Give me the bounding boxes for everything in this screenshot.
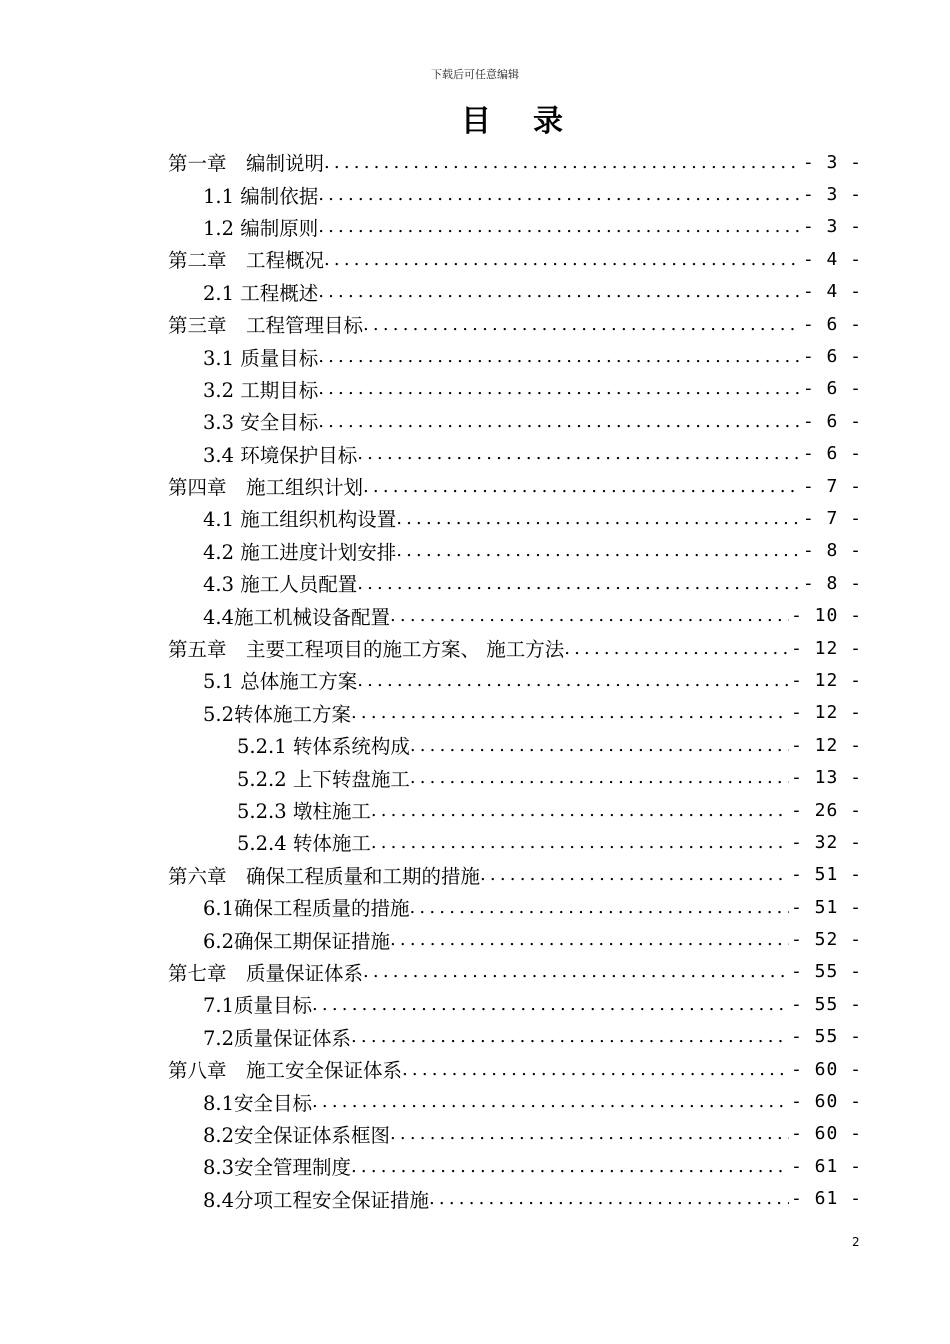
- toc-entry-label: 8.4分项工程安全保证措施: [203, 1188, 430, 1212]
- toc-entry-page: - 60 -: [790, 1091, 862, 1113]
- toc-dot-leader: [390, 605, 789, 626]
- toc-dot-leader: [318, 216, 801, 237]
- toc-entry-page: - 8 -: [802, 540, 862, 562]
- toc-entry-page: - 6 -: [802, 313, 862, 335]
- toc-dot-leader: [371, 832, 789, 853]
- toc-entry-page: - 55 -: [790, 961, 862, 983]
- toc-entry[interactable]: [0, 1085, 862, 1117]
- toc-dot-leader: [312, 994, 789, 1015]
- toc-dot-leader: [357, 670, 789, 691]
- toc-entry-page: - 61 -: [790, 1188, 862, 1210]
- toc-dot-leader: [363, 961, 789, 982]
- toc-entry-page: - 55 -: [790, 993, 862, 1015]
- toc-entry-label: 3.3 安全目标: [203, 411, 319, 435]
- toc-entry-label: 5.2.2 上下转盘施工: [237, 767, 410, 791]
- toc-entry[interactable]: [0, 1053, 862, 1085]
- toc-dot-leader: [390, 929, 789, 950]
- toc-entry-label: 8.1安全目标: [203, 1091, 313, 1115]
- toc-entry[interactable]: [0, 697, 862, 729]
- toc-entry-label: 第一章 编制说明: [168, 152, 325, 176]
- toc-dot-leader: [429, 1188, 789, 1209]
- toc-entry-page: - 26 -: [790, 799, 862, 821]
- toc-dot-leader: [318, 184, 801, 205]
- toc-entry[interactable]: [0, 761, 862, 793]
- toc-entry[interactable]: [0, 794, 862, 826]
- toc-entry-label: 8.2安全保证体系框图: [203, 1123, 391, 1147]
- toc-dot-leader: [318, 346, 801, 367]
- toc-entry-page: - 13 -: [790, 767, 862, 789]
- toc-entry[interactable]: [0, 632, 862, 664]
- toc-entry[interactable]: [0, 956, 862, 988]
- toc-entry-label: 第三章 工程管理目标: [168, 314, 364, 338]
- toc-entry-label: 2.1 工程概述: [203, 281, 319, 305]
- header-note: 下载后可任意编辑: [431, 68, 519, 81]
- toc-dot-leader: [318, 281, 801, 302]
- toc-dot-leader: [357, 573, 801, 594]
- toc-dot-leader: [363, 314, 801, 335]
- toc-entry-label: 6.2确保工期保证措施: [203, 929, 391, 953]
- toc-entry-label: 5.1 总体施工方案: [203, 670, 358, 694]
- toc-entry[interactable]: [0, 276, 862, 308]
- page-number: 2: [852, 1235, 860, 1249]
- toc-entry-label: 5.2.4 转体施工: [237, 832, 371, 856]
- toc-entry-page: - 3 -: [802, 216, 862, 238]
- toc-entry-label: 6.1确保工程质量的措施: [203, 897, 410, 921]
- toc-entry[interactable]: [0, 502, 862, 534]
- toc-entry[interactable]: [0, 599, 862, 631]
- toc-entry[interactable]: [0, 1183, 862, 1215]
- toc-entry[interactable]: [0, 308, 862, 340]
- toc-entry[interactable]: [0, 470, 862, 502]
- toc-entry-page: - 6 -: [802, 346, 862, 368]
- toc-entry-page: - 12 -: [790, 702, 862, 724]
- toc-entry-page: - 4 -: [802, 281, 862, 303]
- toc-entry-page: - 7 -: [802, 475, 862, 497]
- toc-entry[interactable]: [0, 923, 862, 955]
- toc-entry-label: 4.2 施工进度计划安排: [203, 540, 397, 564]
- toc-entry[interactable]: [0, 1021, 862, 1053]
- toc-dot-leader: [371, 800, 789, 821]
- toc-entry-label: 7.2质量保证体系: [203, 1026, 352, 1050]
- toc-entry[interactable]: [0, 859, 862, 891]
- toc-entry-label: 8.3安全管理制度: [203, 1156, 352, 1180]
- toc-entry-label: 7.1质量目标: [203, 994, 313, 1018]
- toc-entry-label: 第四章 施工组织计划: [168, 476, 364, 500]
- toc-entry-page: - 7 -: [802, 507, 862, 529]
- toc-entry-page: - 8 -: [802, 572, 862, 594]
- toc-entry-page: - 60 -: [790, 1123, 862, 1145]
- toc-entry[interactable]: [0, 826, 862, 858]
- toc-dot-leader: [410, 735, 789, 756]
- toc-entry[interactable]: [0, 535, 862, 567]
- toc-dot-leader: [410, 767, 789, 788]
- toc-entry-page: - 6 -: [802, 443, 862, 465]
- toc-dot-leader: [363, 476, 801, 497]
- table-of-contents: [0, 146, 950, 1215]
- toc-dot-leader: [312, 1091, 789, 1112]
- toc-entry-label: 5.2.3 墩柱施工: [237, 800, 371, 823]
- toc-entry-page: - 55 -: [790, 1026, 862, 1048]
- toc-dot-leader: [480, 864, 789, 885]
- toc-entry-page: - 52 -: [790, 929, 862, 951]
- toc-dot-leader: [351, 1156, 789, 1177]
- toc-entry[interactable]: [0, 405, 862, 437]
- toc-title: 目录: [461, 104, 605, 139]
- toc-entry-page: - 6 -: [802, 378, 862, 400]
- toc-entry[interactable]: [0, 567, 862, 599]
- toc-entry[interactable]: [0, 178, 862, 210]
- toc-entry-label: 3.4 环境保护目标: [203, 443, 358, 467]
- toc-entry[interactable]: [0, 438, 862, 470]
- toc-entry-page: - 4 -: [802, 248, 862, 270]
- toc-entry-page: - 10 -: [790, 605, 862, 627]
- toc-entry[interactable]: [0, 988, 862, 1020]
- toc-entry-label: 1.2 编制原则: [203, 216, 319, 240]
- toc-dot-leader: [402, 1059, 789, 1080]
- toc-entry-page: - 32 -: [790, 831, 862, 853]
- toc-entry-label: 5.2转体施工方案: [203, 702, 352, 726]
- toc-entry-page: - 61 -: [790, 1155, 862, 1177]
- toc-entry[interactable]: [0, 664, 862, 696]
- toc-entry[interactable]: [0, 729, 862, 761]
- toc-entry-label: 4.3 施工人员配置: [203, 573, 358, 597]
- toc-entry-page: - 60 -: [790, 1058, 862, 1080]
- toc-entry[interactable]: [0, 340, 862, 372]
- toc-entry-page: - 3 -: [802, 151, 862, 173]
- toc-entry-page: - 51 -: [790, 864, 862, 886]
- toc-entry-label: 4.4施工机械设备配置: [203, 605, 391, 629]
- toc-entry-label: 第七章 质量保证体系: [168, 961, 364, 985]
- toc-entry-label: 第八章 施工安全保证体系: [168, 1059, 403, 1083]
- toc-dot-leader: [396, 540, 801, 561]
- toc-entry-label: 第二章 工程概况: [168, 249, 325, 273]
- toc-entry-page: - 12 -: [790, 734, 862, 756]
- toc-entry[interactable]: [0, 211, 862, 243]
- toc-dot-leader: [390, 1123, 789, 1144]
- toc-dot-leader: [564, 638, 789, 659]
- toc-dot-leader: [318, 378, 801, 399]
- toc-dot-leader: [396, 508, 801, 529]
- toc-entry-label: 3.1 质量目标: [203, 346, 319, 370]
- toc-entry-page: - 3 -: [802, 184, 862, 206]
- toc-dot-leader: [357, 443, 801, 464]
- toc-entry[interactable]: [0, 373, 862, 405]
- toc-entry-page: - 51 -: [790, 896, 862, 918]
- toc-dot-leader: [324, 152, 801, 173]
- toc-dot-leader: [410, 897, 789, 918]
- toc-entry[interactable]: [0, 243, 862, 275]
- toc-entry-label: 4.1 施工组织机构设置: [203, 508, 397, 532]
- toc-entry-label: 1.1 编制依据: [203, 184, 319, 208]
- toc-entry[interactable]: [0, 1118, 862, 1150]
- toc-dot-leader: [351, 702, 789, 723]
- toc-entry[interactable]: [0, 1150, 862, 1182]
- toc-dot-leader: [318, 411, 801, 432]
- toc-entry-label: 3.2 工期目标: [203, 378, 319, 402]
- toc-entry-page: - 12 -: [790, 669, 862, 691]
- toc-entry-label: 第六章 确保工程质量和工期的措施: [168, 864, 481, 888]
- toc-entry[interactable]: [0, 891, 862, 923]
- toc-entry-page: - 6 -: [802, 410, 862, 432]
- toc-entry[interactable]: [0, 146, 862, 178]
- toc-entry-label: 5.2.1 转体系统构成: [237, 735, 410, 759]
- toc-dot-leader: [324, 249, 801, 270]
- toc-dot-leader: [351, 1026, 789, 1047]
- toc-entry-label: 第五章 主要工程项目的施工方案、 施工方法: [168, 638, 565, 662]
- toc-entry-page: - 12 -: [790, 637, 862, 659]
